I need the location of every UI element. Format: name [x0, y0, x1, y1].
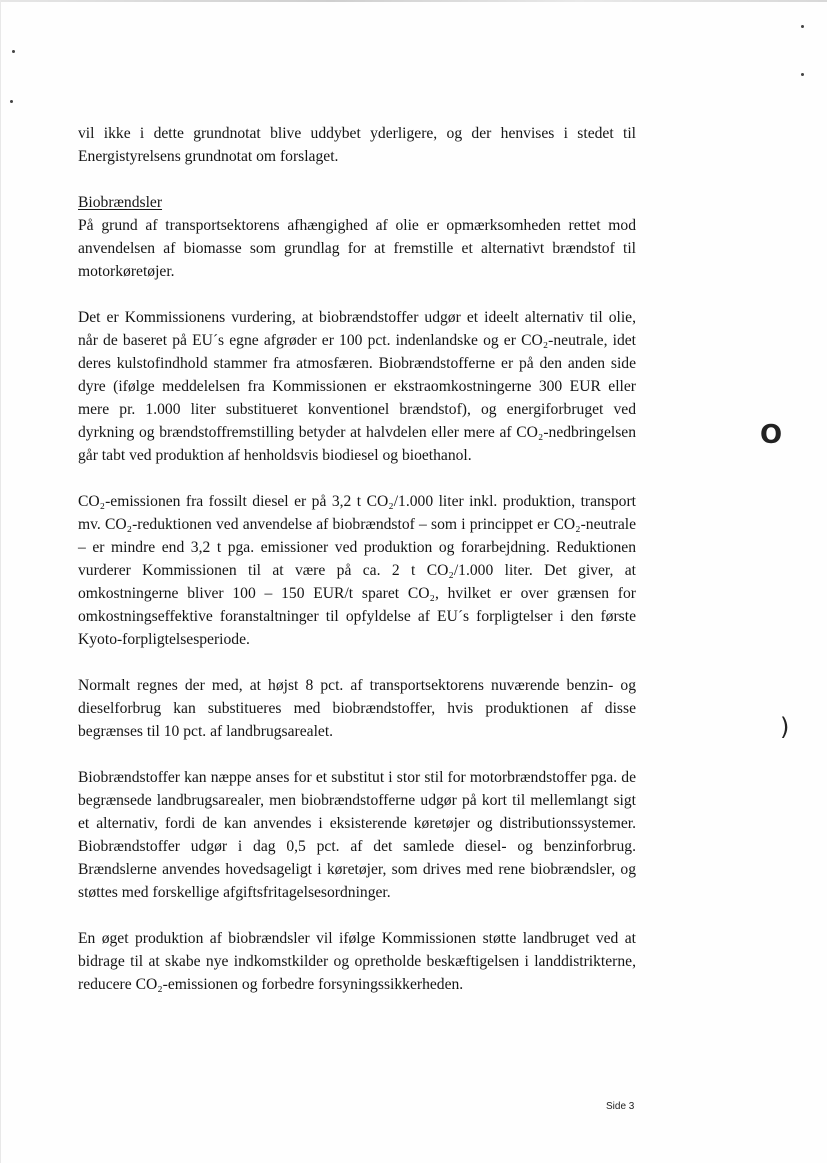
body-paragraph: Det er Kommissionens vurdering, at biobrændstoffer udgør et ideelt alternativ til olie, når de baseret på EU´s egne afgrøder er 100 pct. indenlandske og er CO₂-neutrale, idet deres kulstofindhold stammer fra atmosfæren. Biobrændstofferne er på den anden side dyre (ifølge meddelelsen fra Kommissionen er ekstraomkostningerne 300 EUR eller mere pr. 1.000 liter substitueret konventionel brændstof), og energiforbruget ved dyrkning og brændstoffremstilling betyder at halvdelen eller mere af CO₂-nedbringelsen går tabt ved produktion af henholdsvis biodiesel og bioethanol. [78, 309, 636, 464]
scan-speck [12, 50, 15, 53]
body-paragraph: CO₂-emissionen fra fossilt diesel er på 3,2 t CO₂/1.000 liter inkl. produktion, transport mv. CO₂-reduktionen ved anvendelse af biobrændstof – som i princippet er CO₂-neutrale – er mindre end 3,2 t pga. emissioner ved produktion og forarbejdning. Reduktionen vurderer Kommissionen til at være på ca. 2 t CO₂/1.000 liter. Det giver, at omkostningerne bliver 100 – 150 EUR/t sparet CO₂, hvilket er over grænsen for omkostningseffektive foranstaltninger til opfyldelse af EU´s forpligtelser i den første Kyoto-forpligtelsesperiode. [78, 493, 636, 648]
body-paragraph: På grund af transportsektorens afhængighed af olie er opmærksomheden rettet mod anvendelsen af biomasse som grundlag for at fremstille et alternativt brændstof til motorkøretøjer. [78, 217, 636, 280]
binder-hole-icon: O [760, 420, 783, 450]
body-paragraph: Biobrændstoffer kan næppe anses for et substitut i stor stil for motorbrændstoffer pga. de begrænsede landbrugsarealer, men biobrændstofferne udgør på kort til mellemlangt sigt et alternativ, fordi de kan anvendes i eksisterende køretøjer og distributionssystemer. Biobrændstoffer udgør i dag 0,5 pct. af det samlede diesel- og benzinforbrug. Brændslerne anvendes hovedsageligt i køretøjer, som drives med rene biobrændsler, og støttes med forskellige afgiftsfritagelsesordninger. [78, 769, 636, 901]
scan-edge-top [0, 0, 827, 2]
body-paragraph: En øget produktion af biobrændsler vil ifølge Kommissionen støtte landbruget ved at bidrage til at skabe nye indkomstkilder og opretholde beskæftigelsen i landdistrikterne, reducere CO₂-emissionen og forbedre forsyningssikkerheden. [78, 930, 636, 993]
scan-speck [801, 73, 804, 76]
scan-speck [10, 100, 13, 103]
intro-paragraph: vil ikke i dette grundnotat blive uddybet yderligere, og der henvises i stedet til Energistyrelsens grundnotat om forslaget. [78, 125, 636, 165]
scan-edge-left [0, 0, 1, 1163]
section-heading: Biobrændsler [78, 194, 163, 211]
scan-speck [801, 25, 804, 28]
binder-hole-icon: ) [780, 713, 790, 741]
page-number: Side 3 [606, 1101, 635, 1112]
body-paragraph: Normalt regnes der med, at højst 8 pct. af transportsektorens nuværende benzin- og dieselforbrug kan substitueres med biobrændstoffer, hvis produktionen af disse begrænses til 10 pct. af landbrugsarealet. [78, 677, 636, 740]
document-body [78, 122, 636, 996]
